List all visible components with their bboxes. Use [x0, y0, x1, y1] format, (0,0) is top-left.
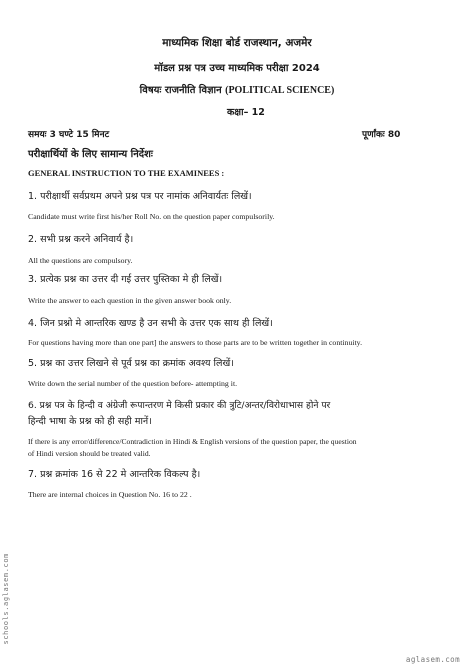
- class-label: कक्षा– 12: [227, 107, 265, 118]
- instruction-3-english: Write the answer to each question in the given answer book only.: [28, 296, 232, 305]
- subject-line: [0, 82, 474, 96]
- subject-english: (POLITICAL SCIENCE): [225, 85, 335, 96]
- instructions-heading-hindi: परीक्षार्थियों के लिए सामान्य निर्देशः: [28, 149, 153, 160]
- max-marks-label: पूर्णांकः 80: [362, 130, 401, 140]
- instruction-4-english: For questions having more than one part] the answers to those parts are to be written together in continuity.: [28, 338, 363, 347]
- instruction-2-english: All the questions are compulsory.: [28, 256, 133, 265]
- side-watermark: schools.aglasem.com: [2, 553, 10, 645]
- subject-hindi: विषयः राजनीति विज्ञान: [139, 85, 222, 96]
- instruction-6-english: If there is any error/difference/Contradiction in Hindi & English versions of the question paper, the question: [28, 437, 357, 446]
- instruction-7-english: There are internal choices in Question No. 16 to 22 .: [28, 490, 192, 499]
- instruction-3-hindi: 3. प्रत्येक प्रश्न का उत्तर दी गई उत्तर पुस्तिका मे ही लिखें।: [28, 274, 223, 285]
- instruction-2-hindi: 2. सभी प्रश्न करने अनिवार्य है।: [28, 234, 134, 245]
- instruction-6-english-cont: of Hindi version should be treated valid.: [28, 449, 151, 458]
- instruction-4-hindi: 4. जिन प्रश्नो मे आन्तरिक खण्ड है उन सभी के उत्तर एक साथ ही लिखें।: [28, 318, 273, 329]
- instructions-heading-english: GENERAL INSTRUCTION TO THE EXAMINEES :: [28, 168, 225, 178]
- board-title: माध्यमिक शिक्षा बोर्ड राजस्थान, अजमेर: [162, 37, 312, 49]
- instruction-6-hindi: 6. प्रश्न पत्र के हिन्दी व अंग्रेजी रूपान्तरण मे किसी प्रकार की त्रुटि/अन्तर/विरोधाभास होने पर: [28, 400, 331, 411]
- instruction-1-hindi: 1. परीक्षार्थी सर्वप्रथम अपने प्रश्न पत्र पर नामांक अनिवार्यतः लिखें।: [28, 191, 252, 202]
- instruction-5-english: Write down the serial number of the question before- attempting it.: [28, 379, 238, 388]
- time-label: समयः 3 घण्टे 15 मिनट: [28, 130, 110, 140]
- exam-title: मॉडल प्रश्न पत्र उच्च माध्यमिक परीक्षा 2024: [154, 63, 320, 74]
- instruction-6-hindi-cont: हिन्दी भाषा के प्रश्न को ही सही मानें।: [28, 416, 152, 427]
- instruction-5-hindi: 5. प्रश्न का उत्तर लिखने से पूर्व प्रश्न का क्रमांक अवश्य लिखें।: [28, 358, 234, 369]
- bottom-watermark: aglasem.com: [405, 655, 460, 664]
- instruction-7-hindi: 7. प्रश्न क्रमांक 16 से 22 मे आन्तरिक विकल्प है।: [28, 469, 201, 480]
- instruction-1-english: Candidate must write first his/her Roll No. on the question paper compulsorily.: [28, 212, 275, 221]
